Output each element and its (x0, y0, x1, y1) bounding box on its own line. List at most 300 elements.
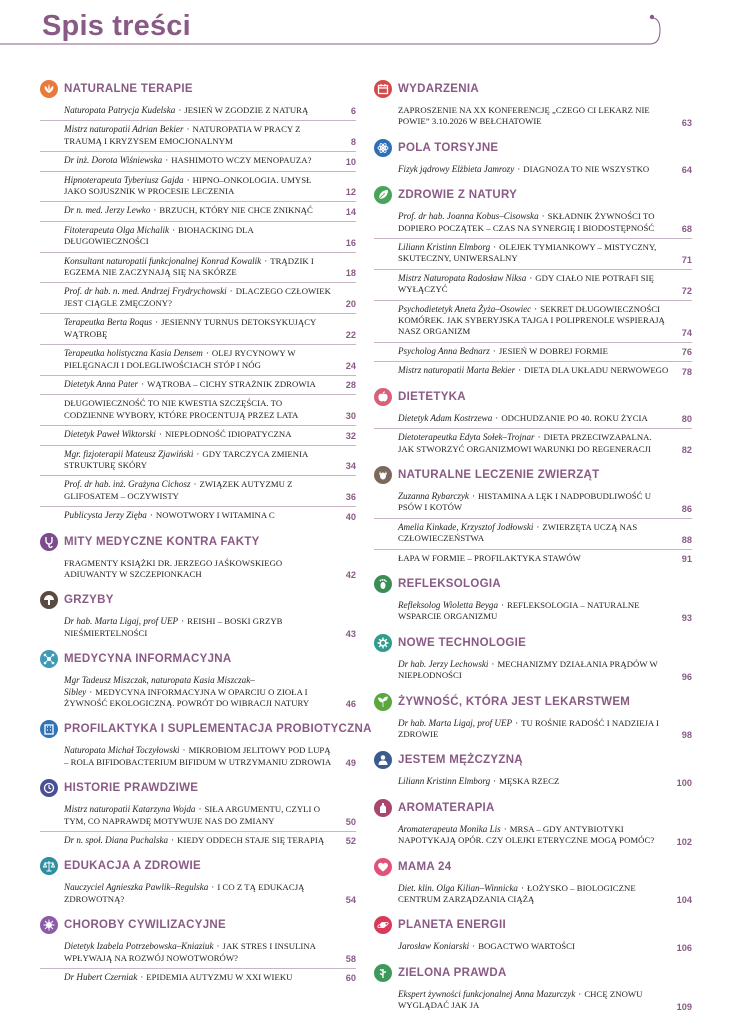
entry-text (64, 225, 334, 248)
separator-dot: · (186, 124, 190, 135)
toc-section (40, 589, 356, 643)
entry-text (64, 449, 334, 472)
toc-entry[interactable] (40, 152, 356, 171)
entry-author: Prof. dr hab. Joanna Kobus–Cisowska (398, 211, 539, 222)
toc-section (374, 749, 692, 791)
separator-dot: · (171, 835, 175, 846)
toc-entry[interactable] (374, 656, 692, 686)
section-title: PROFILAKTYKA I SUPLEMENTACJA PROBIOTYCZNA (64, 723, 372, 736)
entry-author: Prof. dr hab. inż. Grażyna Cichosz (64, 479, 191, 490)
entry-title: DIETA PRZECIWZAPALNA. JAK STWORZYĆ ORGANIZMOWI WARUNKI DO REGENERACJI (398, 432, 652, 454)
toc-entry[interactable] (40, 742, 356, 772)
toc-entry[interactable] (374, 429, 692, 459)
entry-text (64, 616, 334, 639)
toc-entry[interactable] (40, 938, 356, 969)
section-header (40, 914, 356, 936)
entry-text (64, 155, 334, 166)
entry-author: Terapeutka holistyczna Kasia Densem (64, 348, 203, 359)
toc-entry[interactable] (374, 773, 692, 791)
separator-dot: · (537, 432, 541, 443)
page-number: 50 (345, 817, 356, 828)
page-number: 102 (676, 836, 692, 847)
separator-dot: · (578, 988, 582, 999)
section-header (40, 78, 356, 100)
toc-entry[interactable] (374, 938, 692, 956)
toc-entry[interactable] (374, 343, 692, 362)
separator-dot: · (193, 479, 197, 490)
entry-author: Liliann Kristinn Elmborg (398, 776, 491, 787)
toc-entry[interactable] (374, 102, 692, 132)
section-title: EDUKACJA A ZDROWIE (64, 860, 202, 873)
entry-title: WĄTROBA – CICHY STRAŻNIK ZDROWIA (147, 378, 316, 389)
foot-icon (374, 575, 392, 593)
section-title: HISTORIE PRAWDZIWE (64, 782, 199, 795)
entry-title: SIŁA ARGUMENTU, CZYLI O TYM, CO NAPRAWDĘ MOTYWUJE NAS DO ZMIANY (64, 804, 321, 826)
page-number: 36 (345, 492, 356, 503)
separator-dot: · (515, 717, 519, 728)
toc-entry[interactable] (40, 832, 356, 850)
building-icon (40, 720, 58, 738)
toc-entry[interactable] (40, 879, 356, 909)
entry-title: OLEJEK TYMIANKOWY – MISTYCZNY, SKUTECZNY, UNIWERSALNY (398, 242, 657, 264)
separator-dot: · (158, 429, 162, 440)
separator-dot: · (529, 272, 533, 283)
entry-text (64, 510, 334, 521)
herb-icon (374, 964, 392, 982)
separator-dot: · (153, 205, 157, 216)
section-header (374, 914, 692, 936)
page-number: 98 (681, 730, 692, 741)
page-number: 14 (345, 206, 356, 217)
entry-text (64, 941, 334, 964)
toc-entry[interactable] (374, 880, 692, 910)
toc-entry[interactable] (374, 597, 692, 627)
toc-entry[interactable] (40, 314, 356, 345)
entry-author: Dr Hubert Czerniak (64, 972, 138, 983)
section-header (374, 573, 692, 595)
entry-text (398, 941, 670, 952)
entry-title: BOGACTWO WARTOŚCI (478, 941, 575, 952)
entry-author: Fitoterapeuta Olga Michalik (64, 224, 170, 235)
section-title: NOWE TECHNOLOGIE (398, 636, 527, 649)
entry-author: Naturopata Patrycja Kudelska (64, 105, 176, 115)
entry-title: JESIENNY TURNUS DETOKSYKUJĄCY WĄTROBĘ (64, 317, 317, 339)
entry-text (64, 286, 334, 309)
section-header (40, 589, 356, 611)
separator-dot: · (501, 599, 505, 610)
scales-icon (40, 857, 58, 875)
entry-author: Konsultant naturopatii funkcjonalnej Konrad Kowalik (64, 255, 262, 266)
mushroom-icon (40, 591, 58, 609)
section-title: ZDROWIE Z NATURY (398, 189, 518, 202)
separator-dot: · (493, 776, 497, 787)
separator-dot: · (503, 823, 507, 834)
toc-entry[interactable] (374, 821, 692, 851)
section-title: REFLEKSOLOGIA (398, 577, 501, 590)
entry-title: DŁUGOWIECZNOŚĆ TO NIE KWESTIA SZCZĘŚCIA. TO CODZIENNE WYBORY, KTÓRE PROCENTUJĄ PRZEZ LATA (64, 398, 299, 420)
page-number: 12 (345, 187, 356, 198)
toc-entry[interactable] (40, 121, 356, 152)
separator-dot: · (491, 658, 495, 669)
entry-author: Refleksolog Wioletta Beyga (398, 599, 498, 610)
toc-entry[interactable] (374, 161, 692, 179)
toc-section (40, 914, 356, 987)
entry-text (64, 972, 334, 983)
section-title: MAMA 24 (398, 860, 452, 873)
page-number: 78 (681, 366, 692, 377)
toc-entry[interactable] (374, 986, 692, 1016)
entry-title: ZWIERZĘTA UCZĄ NAS CZŁOWIECZEŃSTWA (398, 521, 638, 544)
entry-author: Mgr. fizjoterapii Mateusz Zjawiński (64, 448, 194, 459)
toc-entry[interactable] (40, 613, 356, 643)
section-title: NATURALNE LECZENIE ZWIERZĄT (398, 468, 600, 481)
toc-section (374, 386, 692, 459)
separator-dot: · (264, 255, 268, 266)
separator-dot: · (517, 163, 521, 174)
entry-title: DIAGNOZA TO NIE WSZYSTKO (523, 163, 650, 174)
separator-dot: · (181, 616, 185, 627)
separator-dot: · (178, 105, 182, 115)
toc-section (374, 573, 692, 627)
separator-dot: · (520, 882, 525, 893)
section-title: JESTEM MĘŻCZYZNĄ (398, 754, 523, 767)
toc-entry[interactable] (40, 376, 356, 395)
section-title: DIETETYKA (398, 390, 466, 403)
entry-author: Dietetyk Paweł Wiktorski (64, 429, 156, 440)
entry-text (398, 164, 670, 175)
section-header (374, 137, 692, 159)
entry-title: FRAGMENTY KSIĄŻKI DR. JERZEGO JAŚKOWSKIEGO ADIUWANTY W SZCZEPIONKACH (64, 557, 283, 579)
toc-entry[interactable] (40, 172, 356, 203)
entry-text (398, 553, 670, 564)
entry-author: Dr hab. Jerzy Lechowski (398, 658, 489, 669)
page-number: 34 (345, 461, 356, 472)
entry-text (64, 348, 334, 371)
entry-text (64, 675, 334, 709)
page-number: 10 (345, 156, 356, 167)
entry-author: Psycholog Anna Bednarz (398, 345, 490, 356)
toc-entry[interactable] (40, 969, 356, 987)
separator-dot: · (141, 378, 145, 389)
toc-entry[interactable] (374, 715, 692, 745)
toc-section (40, 648, 356, 713)
entry-title: OLEJ RYCYNOWY W PIELĘGNACJI I DOLEGLIWOŚCIACH STÓP I NÓG (64, 348, 296, 370)
entry-title: MECHANIZMY DZIAŁANIA PRĄDÓW W NIEPŁODNOŚCI (398, 658, 658, 681)
entry-text (398, 413, 670, 424)
page-number: 96 (681, 671, 692, 682)
page-number: 54 (345, 895, 356, 906)
entry-text (398, 776, 670, 787)
toc-entry[interactable] (374, 362, 692, 380)
apple-icon (374, 388, 392, 406)
page-number: 20 (345, 299, 356, 310)
entry-title: NIEPŁODNOŚĆ IDIOPATYCZNA (164, 429, 292, 440)
entry-title: EPIDEMIA AUTYZMU W XXI WIEKU (146, 972, 293, 983)
entry-title: MIKROBIOM JELITOWY POD LUPĄ – ROLA BIFIDOBACTERIUM BIFIDUM W UTRZYMANIU ZDROWIA (64, 745, 332, 767)
section-header (374, 856, 692, 878)
entry-title: DIETA DLA UKŁADU NERWOWEGO (524, 365, 669, 376)
toc-entry[interactable] (40, 345, 356, 376)
toc-entry[interactable] (40, 395, 356, 426)
toc-section (374, 78, 692, 132)
toc-section (374, 137, 692, 179)
page-number: 106 (676, 942, 692, 953)
toc-section (374, 962, 692, 1016)
toc-entry[interactable] (40, 672, 356, 713)
page-number: 80 (681, 414, 692, 425)
page-number: 43 (345, 629, 356, 640)
section-header (40, 648, 356, 670)
entry-text (64, 175, 334, 198)
entry-text (64, 558, 334, 581)
separator-dot: · (196, 448, 200, 459)
entry-title: I CO Z TĄ EDUKACJĄ ZDROWOTNĄ? (64, 882, 305, 904)
page-number: 91 (681, 553, 692, 564)
toc-section (40, 718, 372, 772)
toc-entry[interactable] (374, 519, 692, 550)
entry-text (398, 718, 670, 741)
separator-dot: · (165, 155, 169, 166)
entry-title: JESIEŃ W DOBREJ FORMIE (498, 345, 608, 356)
toc-entry[interactable] (40, 426, 356, 445)
entry-text (398, 273, 670, 296)
entry-author: Mistrz naturopatii Katarzyna Wojda (64, 804, 196, 815)
separator-dot: · (149, 510, 153, 521)
section-title: NATURALNE TERAPIE (64, 83, 193, 95)
page-number: 49 (345, 758, 356, 769)
page-number: 63 (681, 117, 692, 128)
virus-icon (40, 916, 58, 934)
toc-entry[interactable] (40, 476, 356, 507)
leaf-icon (374, 186, 392, 204)
entry-author: Dietetyk Anna Pater (64, 378, 139, 389)
entry-title: SKŁADNIK ŻYWNOŚCI TO DOPIERO POCZĄTEK – CZAS NA SYNERGIĘ I BIODOSTĘPNOŚĆ (398, 211, 655, 233)
entry-text (398, 105, 670, 128)
entry-text (64, 745, 334, 768)
separator-dot: · (211, 882, 215, 893)
section-header (374, 749, 692, 771)
entry-author: Mistrz Naturopata Radosław Niksa (398, 272, 527, 283)
page-number: 76 (681, 347, 692, 358)
entry-author: Mgr Tadeusz Miszczak, naturopata Kasia Miszczak–Sibley (64, 675, 255, 697)
separator-dot: · (541, 211, 545, 222)
section-header (374, 691, 692, 713)
calendar-icon (374, 80, 392, 98)
toc-entry[interactable] (40, 801, 356, 832)
page-number: 71 (681, 254, 692, 265)
entry-text (64, 479, 334, 502)
page-title: Spis treści (42, 10, 191, 42)
entry-author: Psychodietetyk Aneta Żyża–Osowiec (398, 303, 532, 314)
separator-dot: · (205, 348, 209, 359)
entry-title: ZWIĄZEK AUTYZMU Z GLIFOSATEM – OCZYWISTY (64, 479, 293, 501)
entry-text (64, 379, 334, 390)
entry-title: TU ROŚNIE RADOŚĆ I NADZIEJA I ZDROWIE (398, 717, 659, 739)
entry-title: NATUROPATIA W PRACY Z TRAUMĄ I KRYZYSEM EMOCJONALNYM (64, 124, 301, 146)
separator-dot: · (216, 941, 220, 952)
entry-author: Jarosław Koniarski (398, 941, 470, 952)
page-number: 16 (345, 237, 356, 248)
section-title: ŻYWNOŚĆ, KTÓRA JEST LEKARSTWEM (398, 695, 631, 708)
entry-author: Dr inż. Dorota Wiśniewska (64, 155, 163, 166)
entry-text (398, 600, 670, 623)
section-title: WYDARZENIA (398, 83, 479, 95)
entry-author: Mistrz naturopatii Adrian Bekier (64, 124, 184, 135)
section-header (374, 78, 692, 100)
toc-section (40, 777, 356, 850)
entry-author: Dietetyk Izabela Potrzebowska–Kniaziuk (64, 941, 214, 952)
entry-author: Dr hab. Marta Ligaj, prof UEP (398, 717, 513, 728)
toc-column-right (374, 78, 692, 1021)
section-title: MEDYCYNA INFORMACYJNA (64, 653, 232, 666)
separator-dot: · (89, 686, 93, 697)
entry-author: Ekspert żywności funkcjonalnej Anna Mazurczyk (398, 988, 576, 999)
entry-author: Diet. klin. Olga Kilian–Winnicka (398, 882, 518, 893)
section-header (40, 855, 356, 877)
entry-author: Aromaterapeuta Monika Lis (398, 823, 501, 834)
page-number: 109 (676, 1001, 692, 1012)
entry-title: GDY TARCZYCA ZMIENIA STRUKTURĘ SKÓRY (64, 448, 308, 470)
entry-author: Mistrz naturopatii Marta Bekier (398, 365, 516, 376)
entry-text (398, 522, 670, 545)
entry-author: Dr n. med. Jerzy Lewko (64, 205, 151, 216)
entry-author: Fizyk jądrowy Elżbieta Jamrozy (398, 163, 515, 174)
gear-icon (374, 634, 392, 652)
section-header (40, 718, 372, 740)
section-title: PLANETA ENERGII (398, 919, 507, 932)
entry-text (64, 398, 334, 421)
page-number: 24 (345, 360, 356, 371)
separator-dot: · (229, 286, 233, 297)
entry-title: HIPNO–ONKOLOGIA. UMYSŁ JAKO SOJUSZNIK W PROCESIE LECZENIA (64, 174, 312, 197)
entry-author: Amelia Kinkade, Krzysztof Jodłowski (398, 521, 534, 532)
entry-text (398, 883, 670, 906)
page-number: 74 (681, 327, 692, 338)
toc-entry[interactable] (374, 488, 692, 519)
entry-text (64, 882, 334, 905)
section-header (40, 777, 356, 799)
section-header (374, 632, 692, 654)
entry-text (64, 317, 334, 340)
entry-text (398, 989, 670, 1012)
section-title: POLA TORSYJNE (398, 141, 499, 154)
separator-dot: · (536, 521, 540, 532)
page-number: 52 (345, 836, 356, 847)
toc-entry[interactable] (40, 202, 356, 221)
toc-entry[interactable] (374, 239, 692, 270)
page-number: 104 (676, 895, 692, 906)
page-number: 32 (345, 430, 356, 441)
section-header (374, 386, 692, 408)
entry-title: MEDYCYNA INFORMACYJNA W OPARCIU O ZIOŁA I ŻYWNOŚĆ EKOLOGICZNĄ. POWRÓT DO WIBRACJI NATURY (64, 686, 310, 708)
separator-dot: · (493, 242, 497, 253)
entry-text (398, 491, 670, 514)
toc-entry[interactable] (374, 208, 692, 239)
entry-author: Dietetyk Adam Kostrzewa (398, 412, 493, 423)
entry-title: GDY CIAŁO NIE POTRAFI SIĘ WYŁĄCZYĆ (398, 272, 654, 295)
entry-title: JESIEŃ W ZGODZIE Z NATURĄ (184, 105, 309, 115)
lotus-icon (40, 80, 58, 98)
entry-text (398, 432, 670, 455)
entry-title: REISHI – BOSKI GRZYB NIEŚMIERTELNOŚCI (64, 616, 283, 638)
toc-entry[interactable] (374, 550, 692, 568)
entry-text (398, 659, 670, 682)
page-number: 22 (345, 330, 356, 341)
toc-section (40, 78, 356, 526)
toc-entry[interactable] (40, 102, 356, 121)
toc-entry[interactable] (40, 446, 356, 477)
page-number: 93 (681, 612, 692, 623)
page-number: 88 (681, 534, 692, 545)
page-number: 58 (345, 954, 356, 965)
person-icon (374, 751, 392, 769)
entry-text (64, 835, 334, 846)
atom-icon (374, 139, 392, 157)
toc-column-left (40, 78, 372, 992)
section-header (40, 531, 356, 553)
toc-section (374, 184, 692, 380)
toc-entry[interactable] (40, 222, 356, 253)
stethoscope-icon (40, 533, 58, 551)
entry-text (64, 205, 334, 216)
toc-section (374, 464, 692, 568)
toc-section (374, 797, 692, 851)
entry-title: KIEDY ODDECH STAJE SIĘ TERAPIĄ (177, 835, 325, 846)
page-number: 8 (350, 137, 356, 148)
section-title: GRZYBY (64, 594, 114, 607)
page-number: 42 (345, 570, 356, 581)
dog-icon (374, 466, 392, 484)
entry-author: Naturopata Michał Toczyłowski (64, 745, 180, 756)
entry-text (398, 346, 670, 357)
page-number: 64 (681, 165, 692, 176)
toc-entry[interactable] (40, 507, 356, 525)
toc-entry[interactable] (40, 555, 356, 585)
page-number: 18 (345, 268, 356, 279)
entry-author: Publicysta Jerzy Zięba (64, 510, 147, 521)
entry-author: Hipnoterapeuta Tyberiusz Gajda (64, 174, 184, 185)
separator-dot: · (492, 345, 496, 356)
entry-author: Dietoterapeutka Edyta Sołek–Trojnar (398, 432, 535, 443)
separator-dot: · (182, 745, 186, 756)
page-number: 72 (681, 285, 692, 296)
entry-title: MRSA – GDY ANTYBIOTYKI NAPOTYKAJĄ OPÓR. CZY OLEJKI ETERYCZNE MOGĄ POMÓC? (398, 823, 655, 846)
entry-title: HASHIMOTO WCZY MENOPAUZA? (171, 155, 312, 166)
section-title: CHOROBY CYWILIZACYJNE (64, 919, 226, 932)
page-number: 68 (681, 224, 692, 235)
toc-entry[interactable] (40, 253, 356, 284)
entry-author: Prof. dr hab. n. med. Andrzej Frydrychowski (64, 286, 227, 297)
entry-title: MĘSKA RZECZ (499, 776, 560, 787)
entry-title: NOWOTWORY I WITAMINA C (155, 510, 275, 521)
section-header (374, 962, 692, 984)
toc-entry[interactable] (374, 301, 692, 343)
entry-title: DLACZEGO CZŁOWIEK JEST CIĄGLE ZMĘCZONY? (64, 286, 331, 308)
toc-entry[interactable] (374, 410, 692, 429)
entry-title: ŁAPA W FORMIE – PROFILAKTYKA STAWÓW (398, 552, 581, 563)
separator-dot: · (140, 972, 144, 983)
separator-dot: · (471, 490, 476, 501)
separator-dot: · (198, 804, 202, 815)
entry-text (398, 211, 670, 234)
toc-section (40, 855, 356, 909)
toc-entry[interactable] (40, 283, 356, 314)
toc-entry[interactable] (374, 270, 692, 301)
entry-text (398, 242, 670, 265)
entry-text (64, 804, 334, 827)
bottle-icon (374, 799, 392, 817)
section-title: ZIELONA PRAWDA (398, 966, 507, 979)
